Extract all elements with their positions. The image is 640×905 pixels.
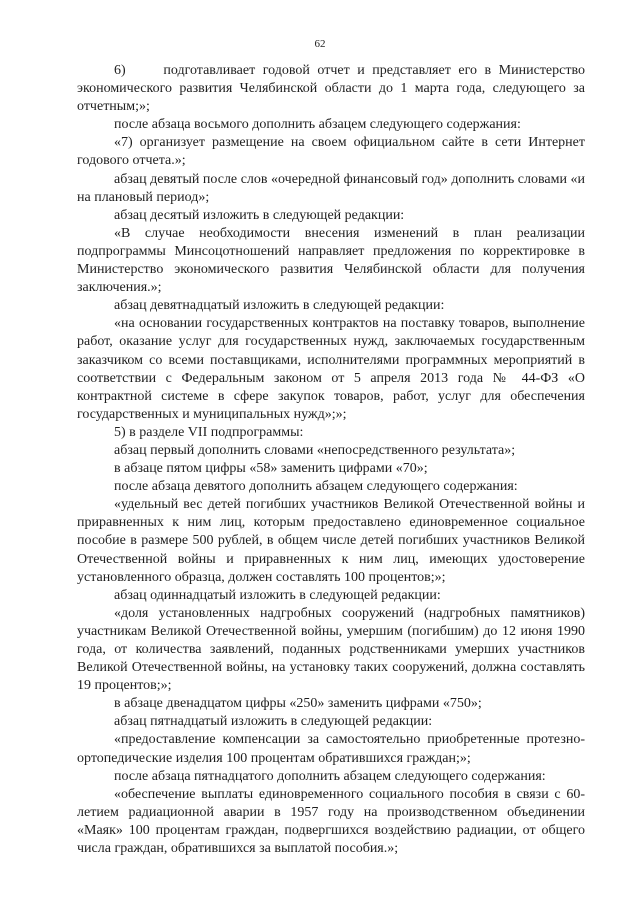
- paragraph: «В случае необходимости внесения изменений в план реализации подпрограммы Минсоцотношений направляет предложения по корректировке в Министерство экономического развития Челябинской области для получения заключения.»;: [77, 225, 585, 296]
- paragraph: после абзаца пятнадцатого дополнить абзацем следующего содержания:: [114, 768, 546, 784]
- paragraph: абзац пятнадцатый изложить в следующей редакции:: [114, 714, 433, 730]
- paragraph: после абзаца восьмого дополнить абзацем следующего содержания:: [114, 117, 521, 133]
- paragraph: «доля установленных надгробных сооружений (надгробных памятников) участникам Великой Отечественной войны, умершим (погибшим) до 12 июня 1990 года, от количества заявлений, поданных родственниками умерших участников Великой Отечественной войны, на установку таких сооружений, должна составлять 19 процентов;»;: [77, 605, 585, 694]
- paragraph: «удельный вес детей погибших участников Великой Отечественной войны и приравненных к ним лиц, которым предоставлено единовременное социальное пособие в размере 500 рублей, в общем числе детей погибших участников Великой Отечественной войны и приравненных к ним лиц, имеющих удостоверение установленного образца, должен составлять 100 процентов;»;: [77, 497, 585, 585]
- document-body: [77, 62, 585, 858]
- paragraph: 6) подготавливает годовой отчет и представляет его в Министерство экономического развития Челябинской области до 1 марта года, следующего за отчетным;»;: [77, 63, 585, 115]
- page-number: 62: [314, 38, 326, 50]
- paragraph: после абзаца девятого дополнить абзацем следующего содержания:: [114, 479, 518, 495]
- paragraph: абзац первый дополнить словами «непосредственного результата»;: [114, 442, 516, 458]
- paragraph: абзац одиннадцатый изложить в следующей редакции:: [114, 587, 441, 603]
- paragraph: 5) в разделе VII подпрограммы:: [114, 424, 304, 440]
- paragraph: «предоставление компенсации за самостоятельно приобретенные протезно-ортопедические изделия 100 процентам обратившихся граждан;»;: [77, 732, 585, 766]
- paragraph: «7) организует размещение на своем официальном сайте в сети Интернет годового отчета.»;: [77, 135, 585, 169]
- paragraph: абзац девятнадцатый изложить в следующей редакции:: [114, 298, 445, 314]
- paragraph: «на основании государственных контрактов на поставку товаров, выполнение работ, оказание услуг для государственных нужд, заключаемых государственным заказчиком со всеми поставщиками, исполнителями программных мероприятий в соответствии с Федеральным законом от 5 апреля 2013 года № 44-ФЗ «О контрактной системе в сфере закупок товаров, работ, услуг для обеспечения государственных и муниципальных нужд»;»;: [77, 316, 585, 422]
- paragraph: абзац девятый после слов «очередной финансовый год» дополнить словами «и на плановый период»;: [77, 171, 585, 205]
- paragraph: абзац десятый изложить в следующей редакции:: [114, 207, 405, 223]
- paragraph: в абзаце двенадцатом цифры «250» заменить цифрами «750»;: [114, 696, 482, 712]
- paragraph: в абзаце пятом цифры «58» заменить цифрами «70»;: [114, 461, 428, 477]
- paragraph: «обеспечение выплаты единовременного социального пособия в связи с 60-летием радиационной аварии в 1957 году на производственном объединении «Маяк» 100 процентам граждан, подвергшихся воздействию радиации, от общего числа граждан, обратившихся за выплатой пособия.»;: [77, 786, 585, 857]
